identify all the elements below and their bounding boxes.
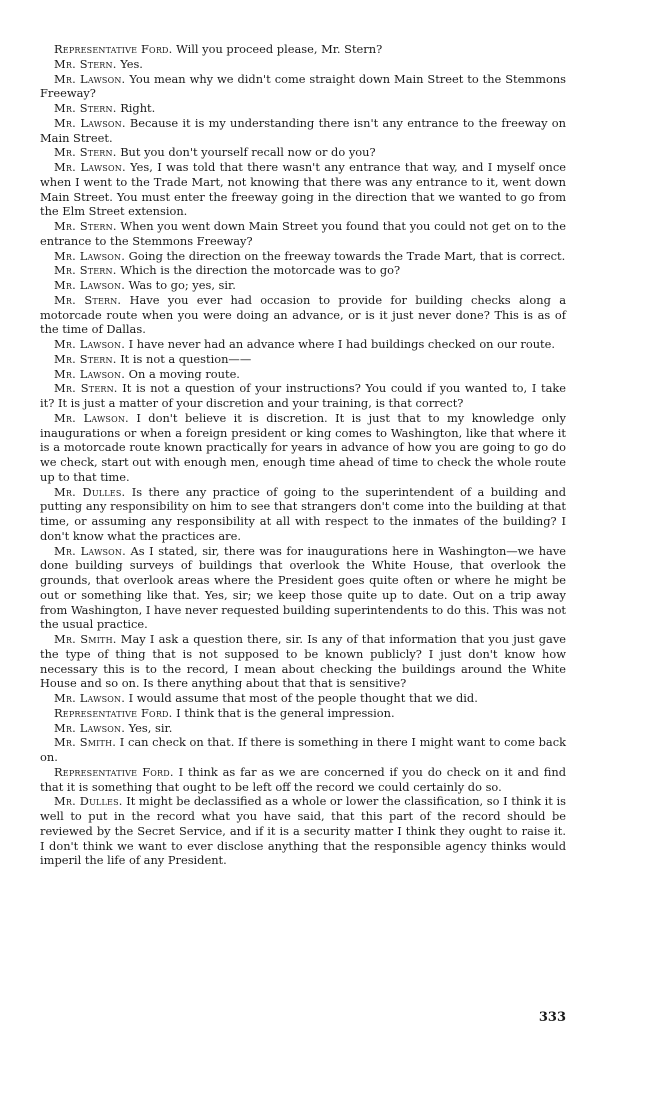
speech-text: I have never had an advance where I had buildings checked on our route. — [128, 337, 555, 351]
transcript-paragraph — [40, 411, 566, 485]
speech-text: Yes. — [120, 56, 143, 71]
transcript-paragraph — [40, 145, 566, 160]
transcript-paragraph — [40, 42, 566, 57]
speaker-name: Representative Ford. — [54, 764, 174, 779]
speaker-name: Mr. Lawson. — [54, 543, 126, 558]
speaker-name: Representative Ford. — [54, 42, 173, 56]
transcript-paragraph — [40, 544, 566, 633]
speaker-name: Mr. Stern. — [54, 381, 118, 396]
transcript-paragraph — [40, 101, 566, 116]
speaker-name: Mr. Stern. — [54, 351, 117, 366]
speech-text: I think as far as we are concerned if you do check on it and find that it is something that ought to be left off the record we could certainly do so. — [40, 764, 566, 794]
speaker-name: Mr. Lawson. — [54, 410, 129, 425]
speaker-name: Representative Ford. — [54, 705, 173, 720]
transcript-paragraph — [40, 735, 566, 765]
speech-text: Which is the direction the motorcade was to go? — [120, 263, 401, 278]
speaker-name: Mr. Lawson. — [54, 337, 126, 351]
transcript-paragraph — [40, 485, 566, 544]
speaker-name: Mr. Lawson. — [54, 278, 126, 292]
transcript-paragraph — [40, 337, 566, 352]
speech-text: Will you proceed please, Mr. Stern? — [176, 42, 383, 56]
speaker-name: Mr. Dulles. — [54, 794, 123, 809]
transcript-paragraph — [40, 765, 566, 795]
speaker-name: Mr. Lawson. — [54, 248, 126, 263]
transcript-paragraph — [40, 57, 566, 72]
speaker-name: Mr. Lawson. — [54, 115, 126, 130]
transcript-paragraph — [40, 706, 566, 721]
transcript-paragraph — [40, 367, 566, 382]
page-number: 333 — [538, 1010, 566, 1025]
speech-text: As I stated, sir, there was for inaugurations here in Washington—we have done building surveys of buildings that overlook the White House, that overlook the grounds, that overlook areas where the President goes quite often or where he might be out or something like that. Yes, sir; we keep those quite up to date. Out on a trip away from Washington, I have never requested building superintendents to do this. This was not the usual practice. — [40, 543, 567, 632]
speaker-name: Mr. Smith. — [54, 632, 117, 646]
speech-text: On a moving route. — [128, 366, 240, 381]
speech-text: It is not a question of your instructions? You could if you wanted to, I take it? It is just a matter of your discretion and your training, is that correct? — [40, 381, 566, 410]
speaker-name: Mr. Lawson. — [54, 366, 126, 381]
speech-text: It might be declassified as a whole or lower the classification, so I think it is well to put in the record what you have said, that this part of the record should be reviewed by the Secret Service, and if it is a security matter I think they ought to raise it. I don't think we want to ever disclose anything that the responsible agency thinks would imperil the life of any President. — [40, 794, 567, 868]
speaker-name: Mr. Smith. — [54, 735, 117, 750]
speaker-name: Mr. Lawson. — [54, 71, 126, 86]
speaker-name: Mr. Stern. — [54, 292, 122, 307]
transcript-paragraph — [40, 381, 566, 411]
speech-text: Going the direction on the freeway towards the Trade Mart, that is correct. — [128, 248, 566, 263]
transcript-paragraph — [40, 160, 566, 219]
speech-text: Right. — [120, 101, 156, 115]
speaker-name: Mr. Lawson. — [54, 691, 126, 705]
speech-text: I don't believe it is discretion. It is just that to my knowledge only inaugurations or when a foreign president or king comes to Washington, like that where it is a motorcade route known practically for years in advance of how you are going to go do we check, start out with enough men, enough time ahead of time to check the whole route up to that time. — [40, 410, 566, 484]
transcript-paragraph — [40, 116, 566, 146]
transcript-paragraph — [40, 219, 566, 249]
speech-text: I would assume that most of the people thought that we did. — [128, 691, 478, 705]
transcript-paragraph — [40, 794, 566, 868]
speaker-name: Mr. Stern. — [54, 145, 117, 160]
speech-text: I can check on that. If there is something in there I might want to come back on. — [40, 735, 566, 764]
speaker-name: Mr. Stern. — [54, 101, 117, 115]
transcript-paragraph — [40, 352, 566, 367]
transcript-body — [40, 42, 566, 868]
speech-text: Yes, I was told that there wasn't any entrance that way, and I myself once when I went to the Trade Mart, not knowing that there was any entrance to it, went down Main Street. You must enter the freeway going in the direction that we wanted to go from the Elm Street extension. — [40, 160, 566, 219]
transcript-paragraph — [40, 721, 566, 736]
speaker-name: Mr. Dulles. — [54, 484, 126, 499]
speech-text: Yes, sir. — [128, 720, 173, 735]
speech-text: You mean why we didn't come straight down Main Street to the Stemmons Freeway? — [40, 71, 566, 101]
speaker-name: Mr. Stern. — [54, 219, 117, 233]
transcript-paragraph — [40, 691, 566, 706]
speech-text: Was to go; yes, sir. — [128, 278, 236, 292]
speech-text: Because it is my understanding there isn't any entrance to the freeway on Main Street. — [40, 115, 566, 145]
transcript-paragraph — [40, 278, 566, 293]
speech-text: But you don't yourself recall now or do you? — [120, 145, 376, 160]
transcript-paragraph — [40, 293, 566, 337]
speaker-name: Mr. Lawson. — [54, 720, 126, 735]
speaker-name: Mr. Stern. — [54, 263, 117, 278]
speech-text: Is there any practice of going to the superintendent of a building and putting any responsibility on him to see that strangers don't come into the building at that time, or assuming any responsibility at all with respect to the inmates of the building? I don't know what the practices are. — [40, 484, 566, 543]
speaker-name: Mr. Lawson. — [54, 160, 126, 174]
speech-text: May I ask a question there, sir. Is any of that information that you just gave the type of thing that is not supposed to be known publicly? I just don't know how necessary this is to the record, I mean about checking the buildings around the White House and so on. Is there anything about that that is sensitive? — [40, 632, 566, 691]
speech-text: I think that is the general impression. — [176, 705, 395, 720]
transcript-paragraph — [40, 632, 566, 691]
speech-text: When you went down Main Street you found that you could not get on to the entrance to the Stemmons Freeway? — [40, 219, 566, 248]
speech-text: It is not a question—— — [120, 351, 252, 366]
transcript-paragraph — [40, 263, 566, 278]
transcript-paragraph — [40, 72, 566, 102]
speech-text: Have you ever had occasion to provide for building checks along a motorcade route when you were doing an advance, or is it just never done? This is as of the time of Dallas. — [40, 292, 566, 337]
transcript-paragraph — [40, 249, 566, 264]
speaker-name: Mr. Stern. — [54, 56, 117, 71]
